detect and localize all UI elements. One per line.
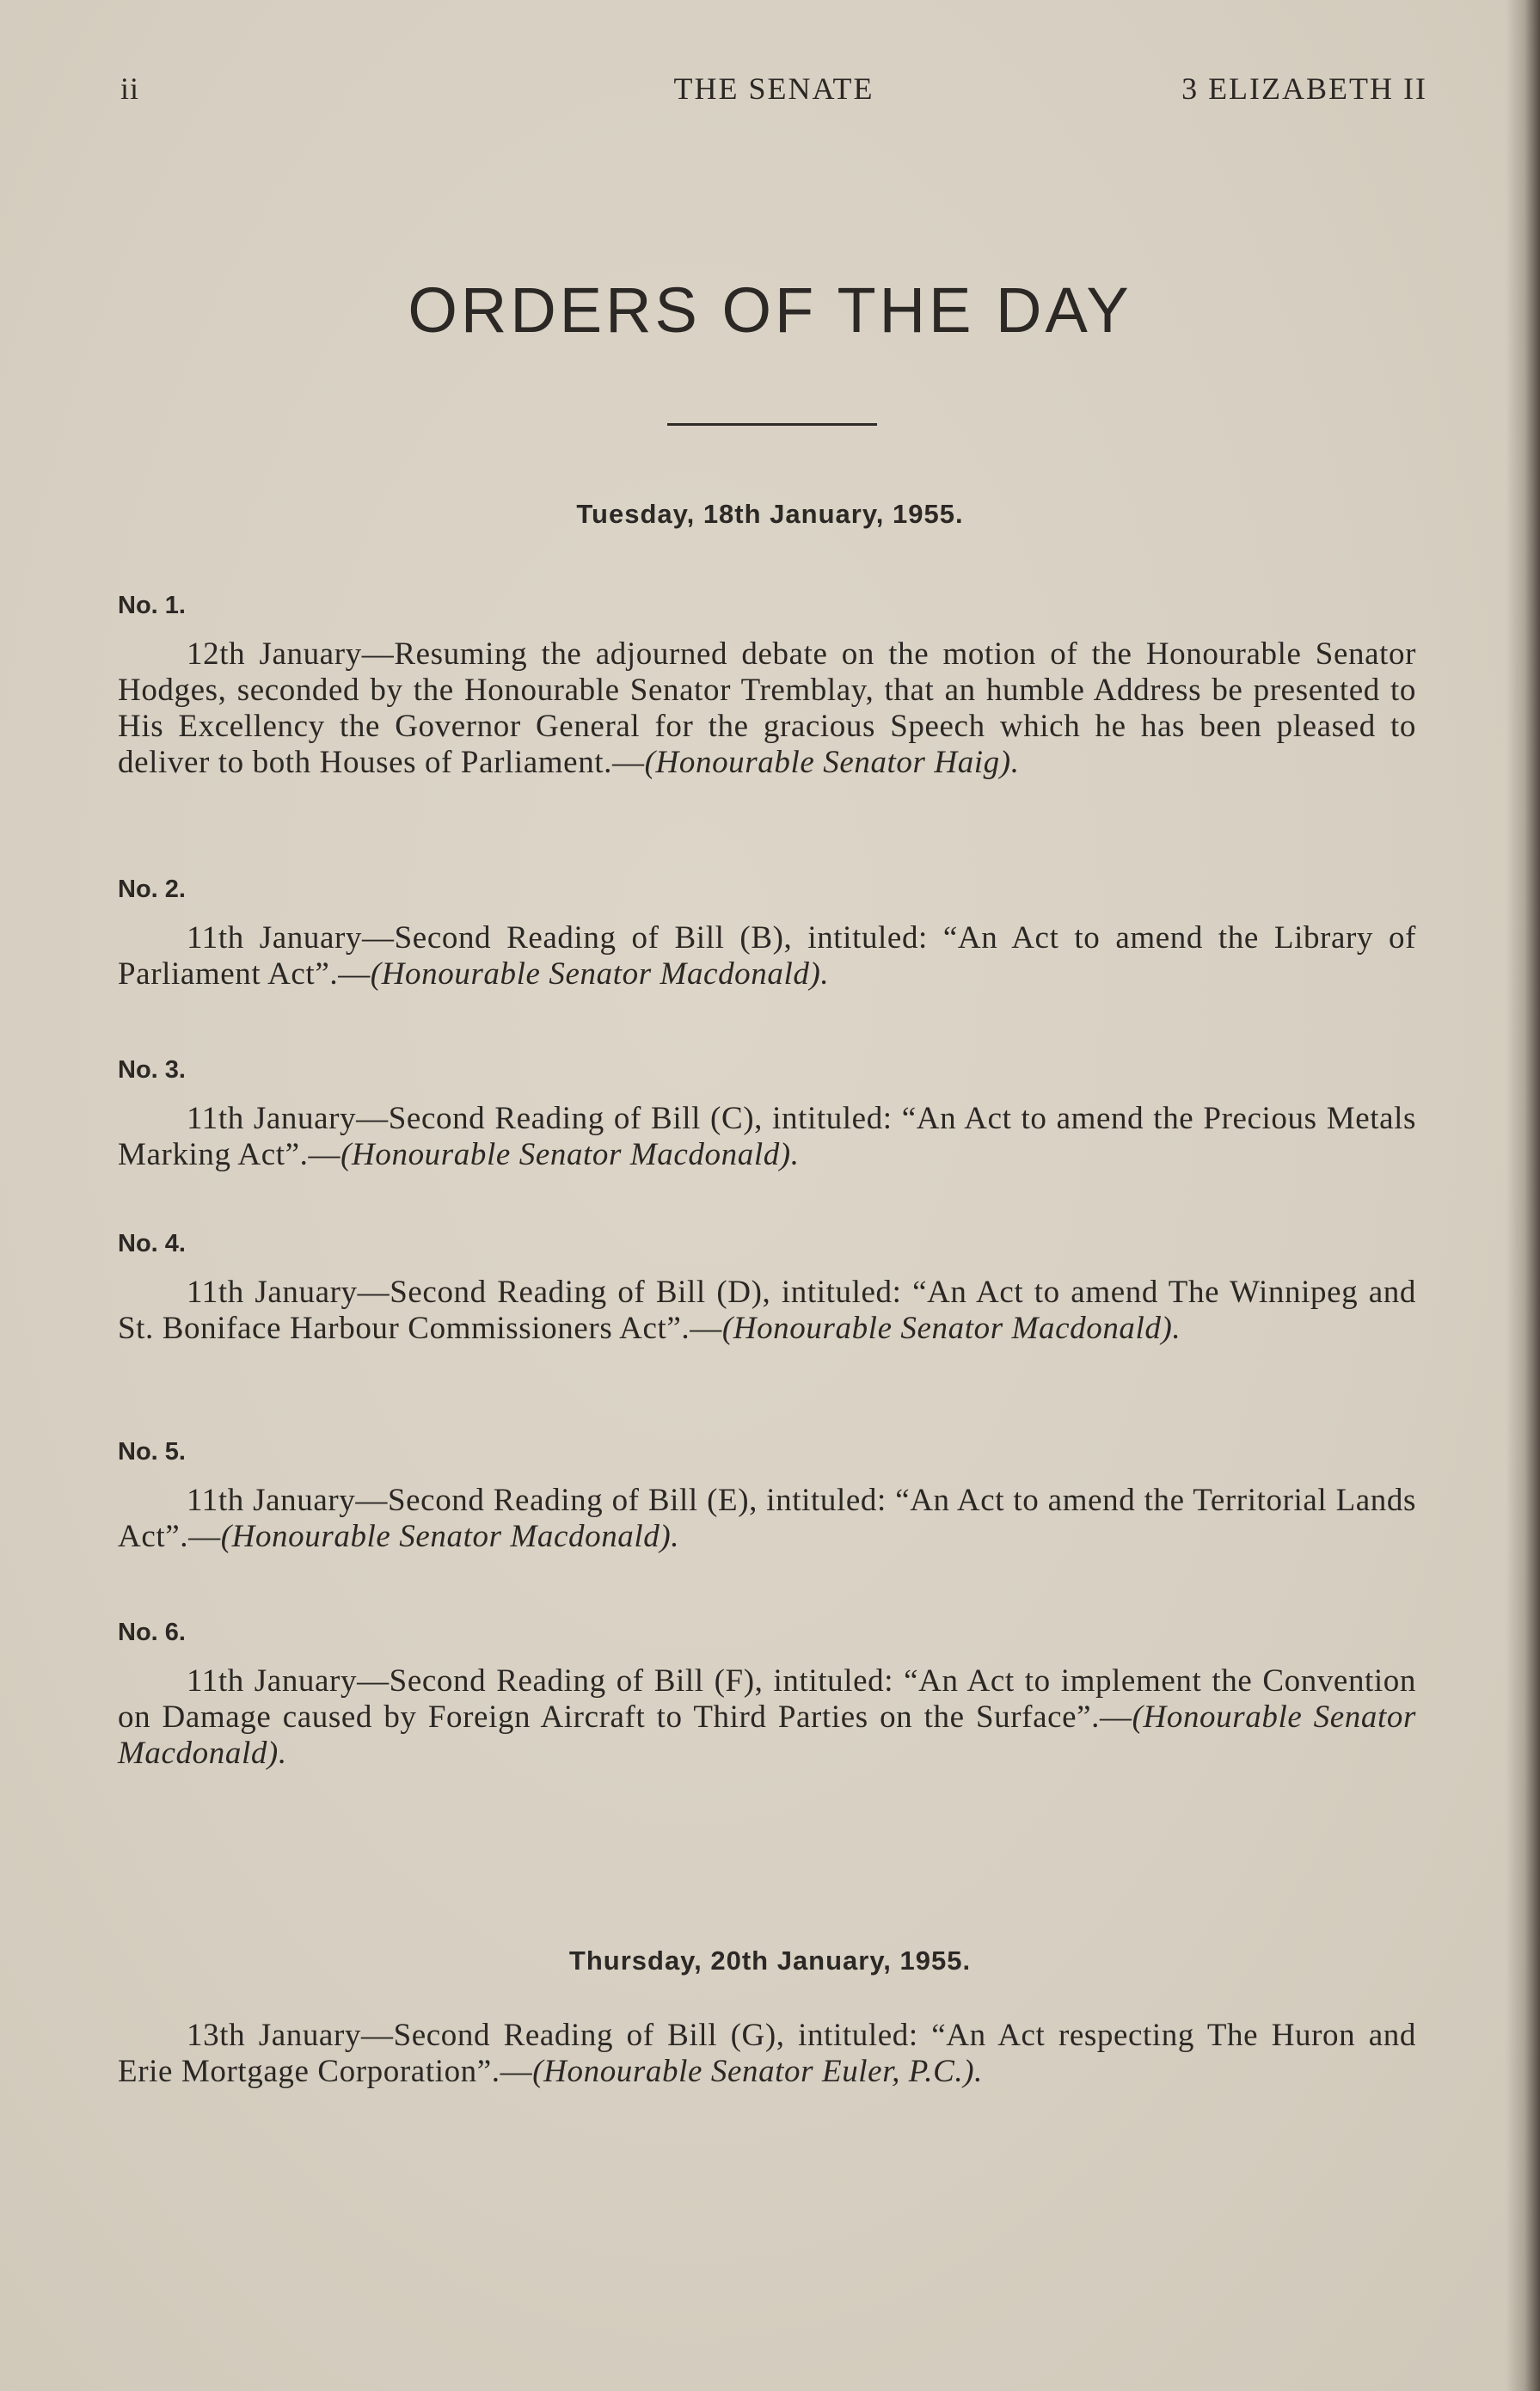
order-item [118,1483,1416,1555]
order-text: 11th January—Second Reading of Bill (F), intituled: “An Act to implement the Convention on Damage caused by Foreign Aircraft to Third Parties on the Surface”.— [118,1663,1416,1735]
session-date-heading: Tuesday, 18th January, 1955. [576,499,964,529]
order-text: 11th January—Second Reading of Bill (C), intituled: “An Act to amend the Precious Metals Marking Act”.— [118,1101,1416,1172]
order-number: No. 6. [118,1619,186,1646]
order-number: No. 2. [118,876,186,903]
order-item [118,2018,1416,2090]
page-number: ii [120,71,140,106]
running-title: THE SENATE [673,71,874,106]
order-sponsor: (Honourable Senator Macdonald). [220,1519,680,1554]
order-sponsor: (Honourable Senator Euler, P.C.). [532,2054,983,2089]
order-number: No. 4. [118,1230,186,1257]
order-sponsor: (Honourable Senator Macdonald). [341,1137,800,1172]
page-title: ORDERS OF THE DAY [408,274,1132,346]
order-item [118,1275,1416,1347]
order-sponsor: (Honourable Senator Macdonald). [370,956,830,992]
order-number: No. 3. [118,1056,186,1084]
page-edge-shadow [1506,0,1540,2391]
order-sponsor: (Honourable Senator Macdonald). [118,1700,1416,1771]
order-item [118,1101,1416,1173]
page-header [120,71,1427,114]
order-number: No. 1. [118,592,186,619]
title-rule [667,423,877,426]
order-text: 11th January—Second Reading of Bill (B), intituled: “An Act to amend the Library of Parliament Act”.— [118,920,1416,992]
order-item [118,636,1416,781]
order-sponsor: (Honourable Senator Macdonald). [721,1311,1181,1346]
order-text: 12th January—Resuming the adjourned debate on the motion of the Honourable Senator Hodges, seconded by the Honourable Senator Tremblay, that an humble Address be presented to His Excellency the Governor General for the gracious Speech which he has been pleased to deliver to both Houses of Parliament.— [118,636,1416,780]
order-sponsor: (Honourable Senator Haig). [644,745,1020,780]
order-text: 11th January—Second Reading of Bill (E), intituled: “An Act to amend the Territorial Lands Act”.— [118,1483,1416,1554]
order-text: 13th January—Second Reading of Bill (G), intituled: “An Act respecting The Huron and Erie Mortgage Corporation”.— [118,2018,1416,2089]
order-item [118,920,1416,993]
regnal-year: 3 ELIZABETH II [1181,71,1427,106]
order-number: No. 5. [118,1438,186,1466]
order-text: 11th January—Second Reading of Bill (D), intituled: “An Act to amend The Winnipeg and St. Boniface Harbour Commissioners Act”.— [118,1275,1416,1346]
order-item [118,1663,1416,1772]
session-date-heading: Thursday, 20th January, 1955. [568,1945,972,1976]
